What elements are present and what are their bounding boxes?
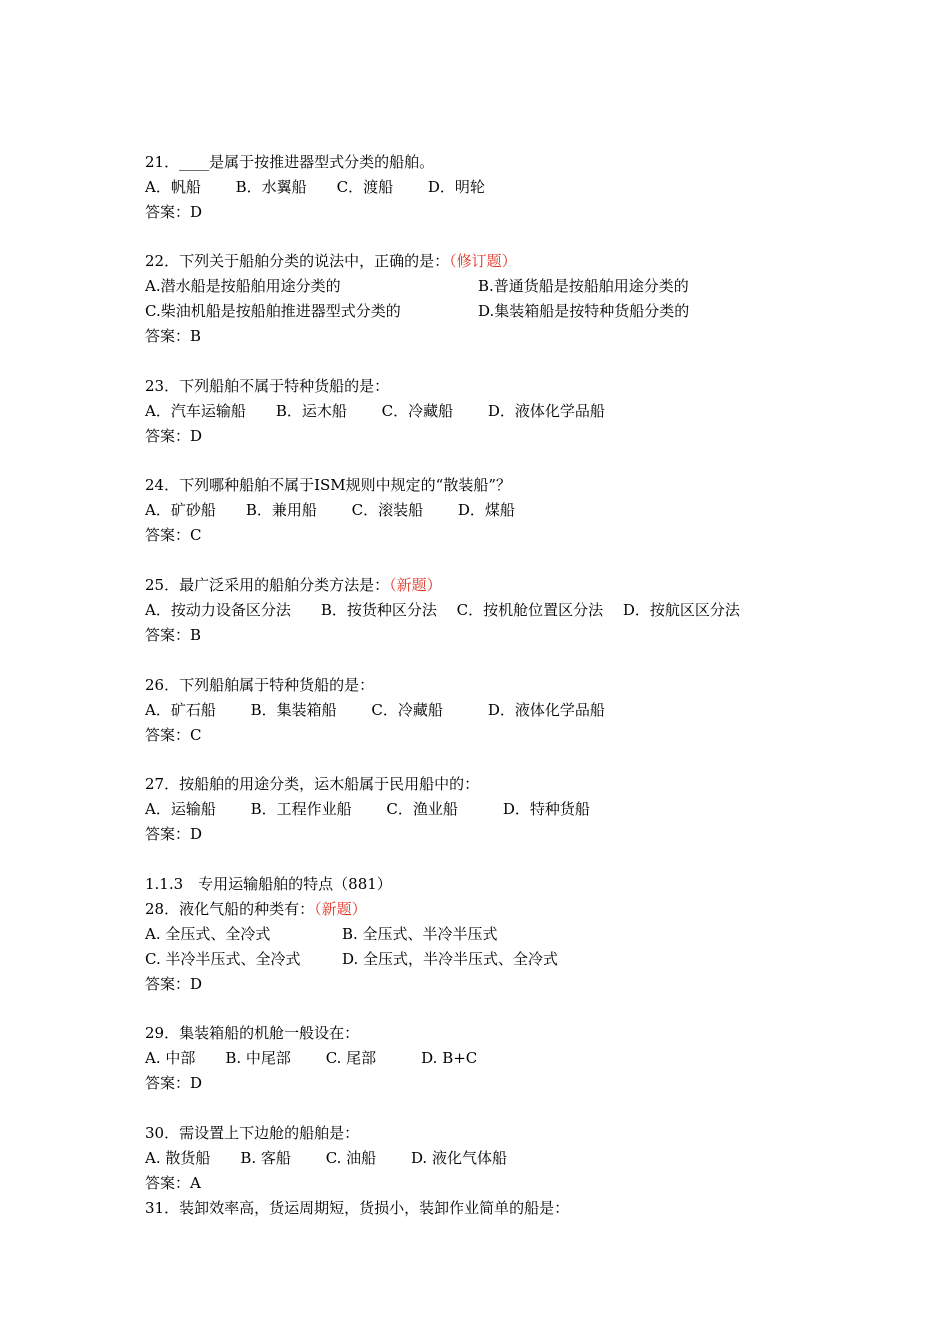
- question-25-stem-line: [145, 575, 442, 595]
- question-28-options-row2: [145, 949, 845, 969]
- question-22-option-b: B.普通货船是按船舶用途分类的: [478, 277, 689, 295]
- question-26-answer: 答案：C: [145, 726, 202, 744]
- question-29-options: A. 中部 B. 中尾部 C. 尾部 D. B+C: [145, 1049, 478, 1067]
- question-25-tag: （新题）: [389, 576, 442, 594]
- question-28-option-c: C. 半冷半压式、全冷式: [145, 950, 301, 968]
- question-30-stem: 30．需设置上下边舱的船舶是：: [145, 1124, 360, 1142]
- question-28-tag: （新题）: [314, 900, 367, 918]
- question-24-options: A．矿砂船 B．兼用船 C．滚装船 D．煤船: [145, 501, 515, 519]
- question-22-stem: 22．下列关于船舶分类的说法中，正确的是：: [145, 252, 450, 270]
- question-28-stem-line: [145, 899, 367, 919]
- section-heading: 1.1.3 专用运输船舶的特点（881）: [145, 875, 392, 893]
- question-24-stem: 24．下列哪种船舶不属于ISM规则中规定的“散装船”？: [145, 476, 511, 494]
- question-30-options: A. 散货船 B. 客船 C. 油船 D. 液化气体船: [145, 1149, 507, 1167]
- question-31-stem: 31．装卸效率高，货运周期短，货损小，装卸作业简单的船是：: [145, 1199, 570, 1217]
- question-21-options: A．帆船 B．水翼船 C．渡船 D．明轮: [145, 178, 485, 196]
- question-22-answer: 答案：B: [145, 327, 202, 345]
- question-29-answer: 答案：D: [145, 1074, 203, 1092]
- question-22-option-a: A.潜水船是按船舶用途分类的: [145, 277, 341, 295]
- question-28-option-d: D. 全压式，半冷半压式、全冷式: [342, 950, 559, 968]
- question-28-answer: 答案：D: [145, 975, 203, 993]
- question-22-options-row1: [145, 276, 845, 296]
- question-24-answer: 答案：C: [145, 526, 202, 544]
- question-29-stem: 29．集装箱船的机舱一般设在：: [145, 1024, 360, 1042]
- question-25-answer: 答案：B: [145, 626, 202, 644]
- question-21-answer: 答案：D: [145, 203, 203, 221]
- question-26-stem: 26．下列船舶属于特种货船的是：: [145, 676, 375, 694]
- question-22-option-c: C.柴油机船是按船舶推进器型式分类的: [145, 302, 401, 320]
- question-26-options: A．矿石船 B．集装箱船 C．冷藏船 D．液体化学品船: [145, 701, 605, 719]
- question-28-option-b: B. 全压式、半冷半压式: [342, 925, 498, 943]
- question-22-stem-line: [145, 251, 517, 271]
- question-27-answer: 答案：D: [145, 825, 203, 843]
- question-22-tag: （修订题）: [449, 252, 517, 270]
- question-22-option-d: D.集装箱船是按特种货船分类的: [478, 302, 690, 320]
- question-28-options-row1: [145, 924, 845, 944]
- question-22-options-row2: [145, 301, 845, 321]
- question-25-stem: 25．最广泛采用的船舶分类方法是：: [145, 576, 390, 594]
- question-27-options: A．运输船 B．工程作业船 C．渔业船 D．特种货船: [145, 800, 590, 818]
- question-25-options: A．按动力设备区分法 B．按货种区分法 C．按机舱位置区分法 D．按航区区分法: [145, 601, 740, 619]
- question-30-answer: 答案：A: [145, 1174, 201, 1192]
- question-28-stem: 28．液化气船的种类有：: [145, 900, 315, 918]
- question-23-answer: 答案：D: [145, 427, 203, 445]
- question-27-stem: 27．按船舶的用途分类，运木船属于民用船中的：: [145, 775, 480, 793]
- question-23-stem: 23．下列船舶不属于特种货船的是：: [145, 377, 390, 395]
- question-23-options: A．汽车运输船 B．运木船 C．冷藏船 D．液体化学品船: [145, 402, 605, 420]
- question-21-stem: 21．____是属于按推进器型式分类的船舶。: [145, 153, 435, 171]
- question-28-option-a: A. 全压式、全冷式: [145, 925, 271, 943]
